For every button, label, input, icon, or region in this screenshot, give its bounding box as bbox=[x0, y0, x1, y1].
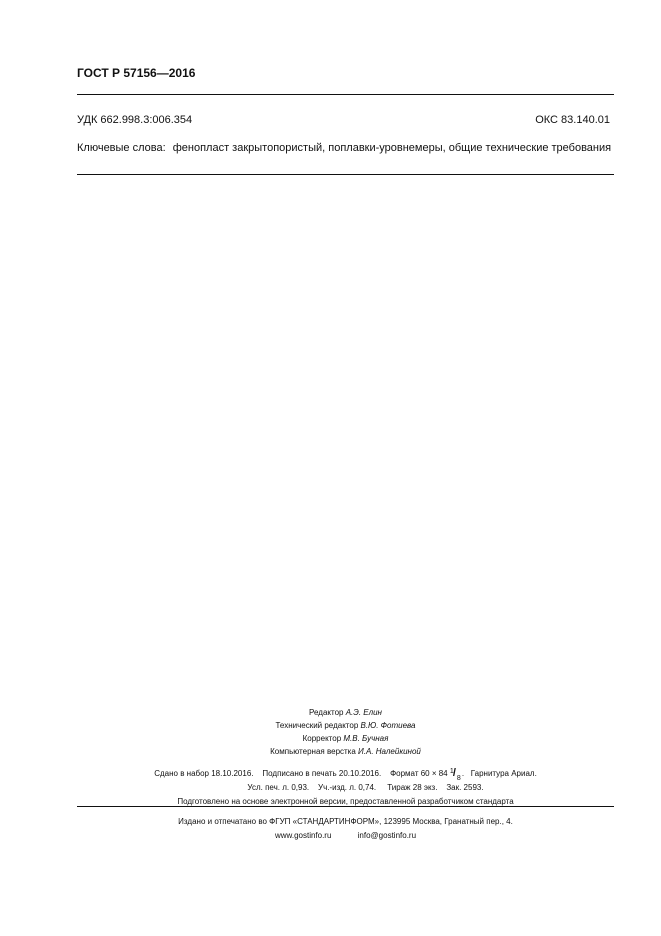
tech-editor-role: Технический редактор bbox=[275, 721, 359, 730]
proofreader-name: М.В. Бучная bbox=[343, 734, 389, 743]
prepared-note: Подготовлено на основе электронной версии, предоставленной разработчиком стандарта bbox=[177, 797, 514, 806]
signed-date: Подписано в печать 20.10.2016. bbox=[262, 769, 382, 778]
editor-line bbox=[0, 706, 661, 719]
keywords-text: фенопласт закрытопористый, поплавки-уровнемеры, общие технические требования bbox=[172, 142, 612, 154]
publisher-email[interactable]: info@gostinfo.ru bbox=[357, 831, 417, 840]
udk-code: УДК 662.998.3:006.354 bbox=[77, 114, 193, 126]
tech-editor-name: В.Ю. Фотиева bbox=[360, 721, 416, 730]
format-fraction: 1 / 8 bbox=[450, 767, 462, 779]
layout-name: И.А. Налейкиной bbox=[358, 747, 421, 756]
proofreader-role: Корректор bbox=[302, 734, 342, 743]
publisher-contacts bbox=[0, 829, 661, 843]
standard-number: ГОСТ Р 57156—2016 bbox=[77, 66, 196, 80]
proofreader-line bbox=[0, 732, 661, 745]
format-label: Формат 60 × 84 bbox=[390, 769, 448, 778]
oks-code: ОКС 83.140.01 bbox=[535, 114, 610, 126]
imprint-divider bbox=[77, 806, 614, 807]
imprint-line-1: Сдано в набор 18.10.2016. Подписано в печать 20.10.2016. Формат 60 × 84 1 / 8 . Гарнитура Ариал. bbox=[0, 767, 661, 781]
order-number: Зак. 2593. bbox=[446, 783, 484, 792]
imprint-block bbox=[0, 767, 661, 809]
format-fraction-denominator: 8 bbox=[456, 775, 461, 782]
circulation: Тираж 28 экз. bbox=[387, 783, 438, 792]
layout-role: Компьютерная верстка bbox=[270, 747, 356, 756]
credits-block bbox=[0, 706, 661, 758]
editor-role: Редактор bbox=[309, 708, 344, 717]
print-sheets: Усл. печ. л. 0,93. bbox=[247, 783, 310, 792]
publisher-block bbox=[0, 815, 661, 843]
keywords-divider bbox=[77, 174, 614, 175]
keywords-label: Ключевые слова: bbox=[77, 142, 166, 154]
imprint-line-2 bbox=[0, 781, 661, 795]
header-divider bbox=[77, 94, 614, 95]
keywords-line bbox=[77, 142, 611, 154]
tech-editor-line bbox=[0, 719, 661, 732]
editor-name: А.Э. Елин bbox=[345, 708, 382, 717]
format-fraction-numerator: 1 bbox=[449, 768, 454, 775]
publisher-sheets: Уч.-изд. л. 0,74. bbox=[318, 783, 377, 792]
publisher-website[interactable]: www.gostinfo.ru bbox=[274, 831, 332, 840]
submitted-date: Сдано в набор 18.10.2016. bbox=[154, 769, 254, 778]
typeface: Гарнитура Ариал. bbox=[470, 769, 537, 778]
publisher-address: Издано и отпечатано во ФГУП «СТАНДАРТИНФОРМ», 123995 Москва, Гранатный пер., 4. bbox=[178, 817, 513, 826]
layout-line bbox=[0, 745, 661, 758]
